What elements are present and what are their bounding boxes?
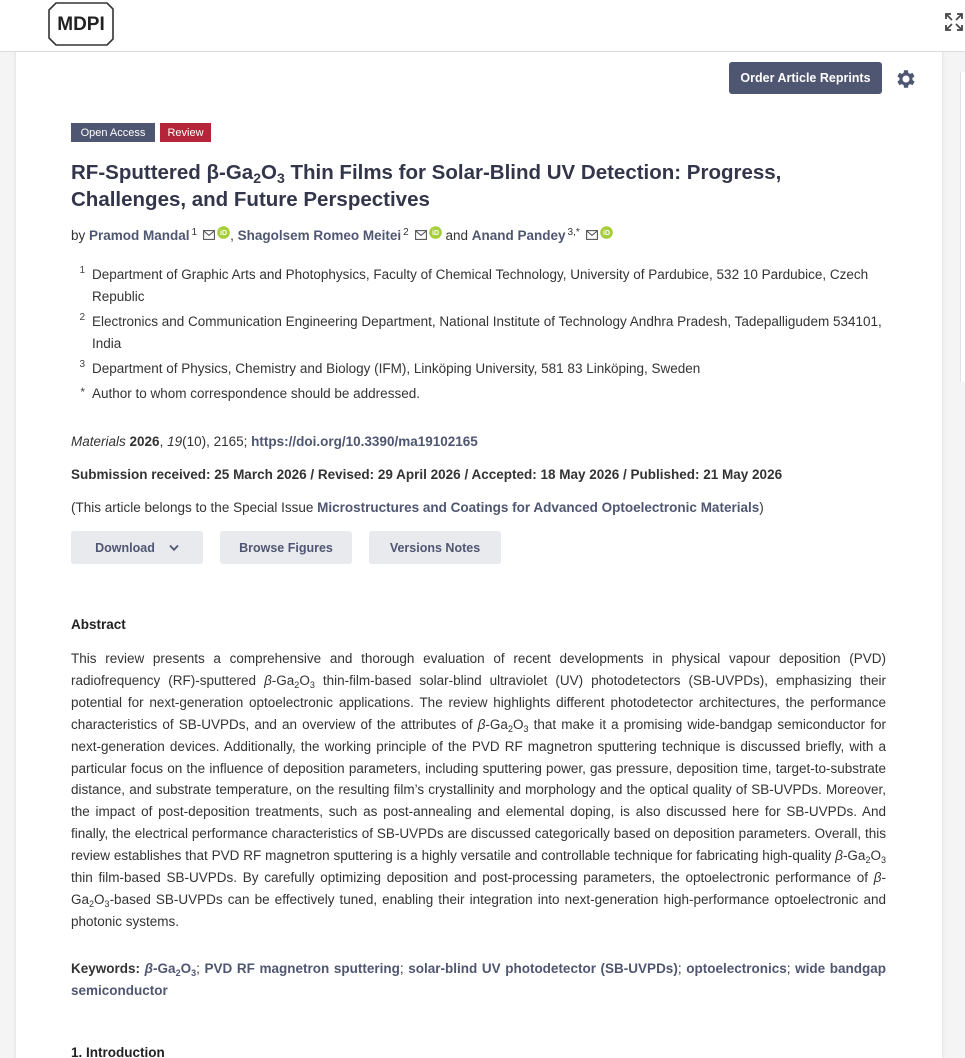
author-link-pramod-mandal[interactable]: Pramod Mandal — [89, 228, 190, 243]
svg-text:iD: iD — [602, 230, 610, 238]
doi-link[interactable]: https://doi.org/10.3390/ma19102165 — [251, 434, 478, 449]
introduction-heading: 1. Introduction — [71, 1045, 165, 1058]
affiliation-2: 2 Electronics and Communication Engineering Department, National Institute of Technology Andhra Pradesh, Tadepalligudem 534101, India — [79, 312, 882, 351]
svg-text:iD: iD — [220, 230, 228, 238]
affiliation-1: 1 Department of Graphic Arts and Photophysics, Faculty of Chemical Technology, University of Pardubice, 532 10 Pardubice, Czech Republic — [79, 265, 869, 304]
correspondence-note: * Author to whom correspondence should be addressed. — [80, 385, 420, 401]
keyword-link-optoelectronics[interactable]: optoelectronics — [686, 961, 787, 976]
author-link-shagolsem-romeo-meitei[interactable]: Shagolsem Romeo Meitei — [237, 228, 402, 243]
open-access-badge[interactable]: Open Access — [71, 123, 155, 142]
affiliation-3: 3 Department of Physics, Chemistry and Biology (IFM), Linköping University, 581 83 Linköping, Sweden — [79, 359, 701, 376]
versions-notes-button[interactable]: Versions Notes — [369, 531, 501, 564]
keyword-link-ga2o3[interactable]: $\beta-Ga_2O_3$ — [144, 961, 197, 978]
citation-line: Materials 2026, 19(10), 2165; https://doi.org/10.3390/ma19102165 — [71, 434, 478, 449]
mdpi-logo[interactable] — [43, 1, 115, 47]
svg-text:iD: iD — [431, 230, 439, 238]
keywords: Keywords: $\beta-Ga_2O_3$; PVD RF magnetron sputtering; solar-blind UV photodetector (SB-UVPDs); optoelectronics; wide bandgap semiconductor — [71, 961, 886, 998]
abstract-heading: Abstract — [71, 617, 126, 632]
abstract-text: This review presents a comprehensive and thorough evaluation of recent developments in physical vapour deposition (PVD) radiofrequency (RF)-sputtered $\beta-Ga_2O_3$ thin-film-based solar-blind ultraviolet (UV) photodetectors (SB-UVPDs), emphasizing their potential for next-generation optoelectronic applications. The review highlights different photodetector architectures, the performance characteristics of SB-UVPDs, and an overview of the attributes of $\beta-Ga_2O_3$ that make it a promising wide-bandgap semiconductor for next-generation devices. Additionally, the working principle of the PVD RF magnetron sputtering technique is discussed briefly, with a particular focus on the influence of deposition parameters, including sputtering power, gas pressure, deposition time, target-to-substrate distance, and substrate temperature, on the resulting film’s crystallinity and morphology and the optical quality of SB-UVPDs. Moreover, the impact of post-deposition treatments, such as post-annealing and elemental doping, is also discussed here for SB-UVPDs. And finally, the electrical performance characteristics of SB-UVPDs are discussed categorically based on deposition parameters. Overall, this review establishes that PVD RF magnetron sputtering is a highly versatile and controllable technique for fabricating high-quality $\beta-Ga_2O_3$ thin film-based SB-UVPDs. By carefully optimizing deposition and post-processing parameters, the optoelectronic performance of $\beta-Ga_2O_3$-based SB-UVPDs can be effectively tuned, enabling their integration into next-generation high-performance optoelectronic and photonic systems. — [71, 651, 886, 929]
keyword-link-pvd-rf-sputtering[interactable]: PVD RF magnetron sputtering — [204, 961, 400, 976]
publication-dates: Submission received: 25 March 2026 / Revised: 29 April 2026 / Accepted: 18 May 2026 / Published: 21 May 2026 — [71, 467, 783, 482]
logo-text: MDPI — [57, 14, 105, 35]
keyword-link-wide-bandgap[interactable]: wide bandgap semiconductor — [71, 961, 886, 998]
mail-icon[interactable] — [415, 230, 427, 240]
order-reprints-button[interactable]: Order Article Reprints — [729, 62, 882, 94]
keyword-link-solar-blind-uv-photodetector[interactable]: solar-blind UV photodetector (SB-UVPDs) — [408, 961, 678, 976]
article-title: RF-Sputtered $\beta-Ga_2O_3$ Thin Films for Solar-Blind UV Detection: Progress, Challenges, and Future Perspectives — [71, 161, 782, 211]
orcid-icon[interactable] — [600, 226, 613, 239]
side-panel-edge — [960, 72, 965, 382]
mail-icon[interactable] — [586, 230, 598, 240]
top-bar — [0, 0, 965, 52]
orcid-icon[interactable] — [429, 226, 442, 239]
gear-icon[interactable] — [894, 67, 918, 91]
author-link-anand-pandey[interactable]: Anand Pandey — [471, 228, 566, 243]
special-issue-link[interactable]: Microstructures and Coatings for Advanced Optoelectronic Materials — [317, 500, 760, 515]
author-list: by Pramod Mandal $^1$ iD , Shagolsem Romeo Meitei $^2$ iD and Anand Pandey $^{3,*}$ iD — [71, 224, 613, 245]
browse-figures-button[interactable]: Browse Figures — [220, 531, 352, 564]
mail-icon[interactable] — [203, 230, 215, 240]
review-badge: Review — [160, 123, 211, 142]
special-issue-note: (This article belongs to the Special Issue Microstructures and Coatings for Advanced Optoelectronic Materials) — [71, 500, 764, 515]
expand-icon[interactable] — [944, 12, 964, 32]
orcid-icon[interactable] — [217, 226, 230, 239]
chevron-down-icon — [169, 544, 179, 552]
download-button[interactable]: Download — [71, 531, 203, 564]
